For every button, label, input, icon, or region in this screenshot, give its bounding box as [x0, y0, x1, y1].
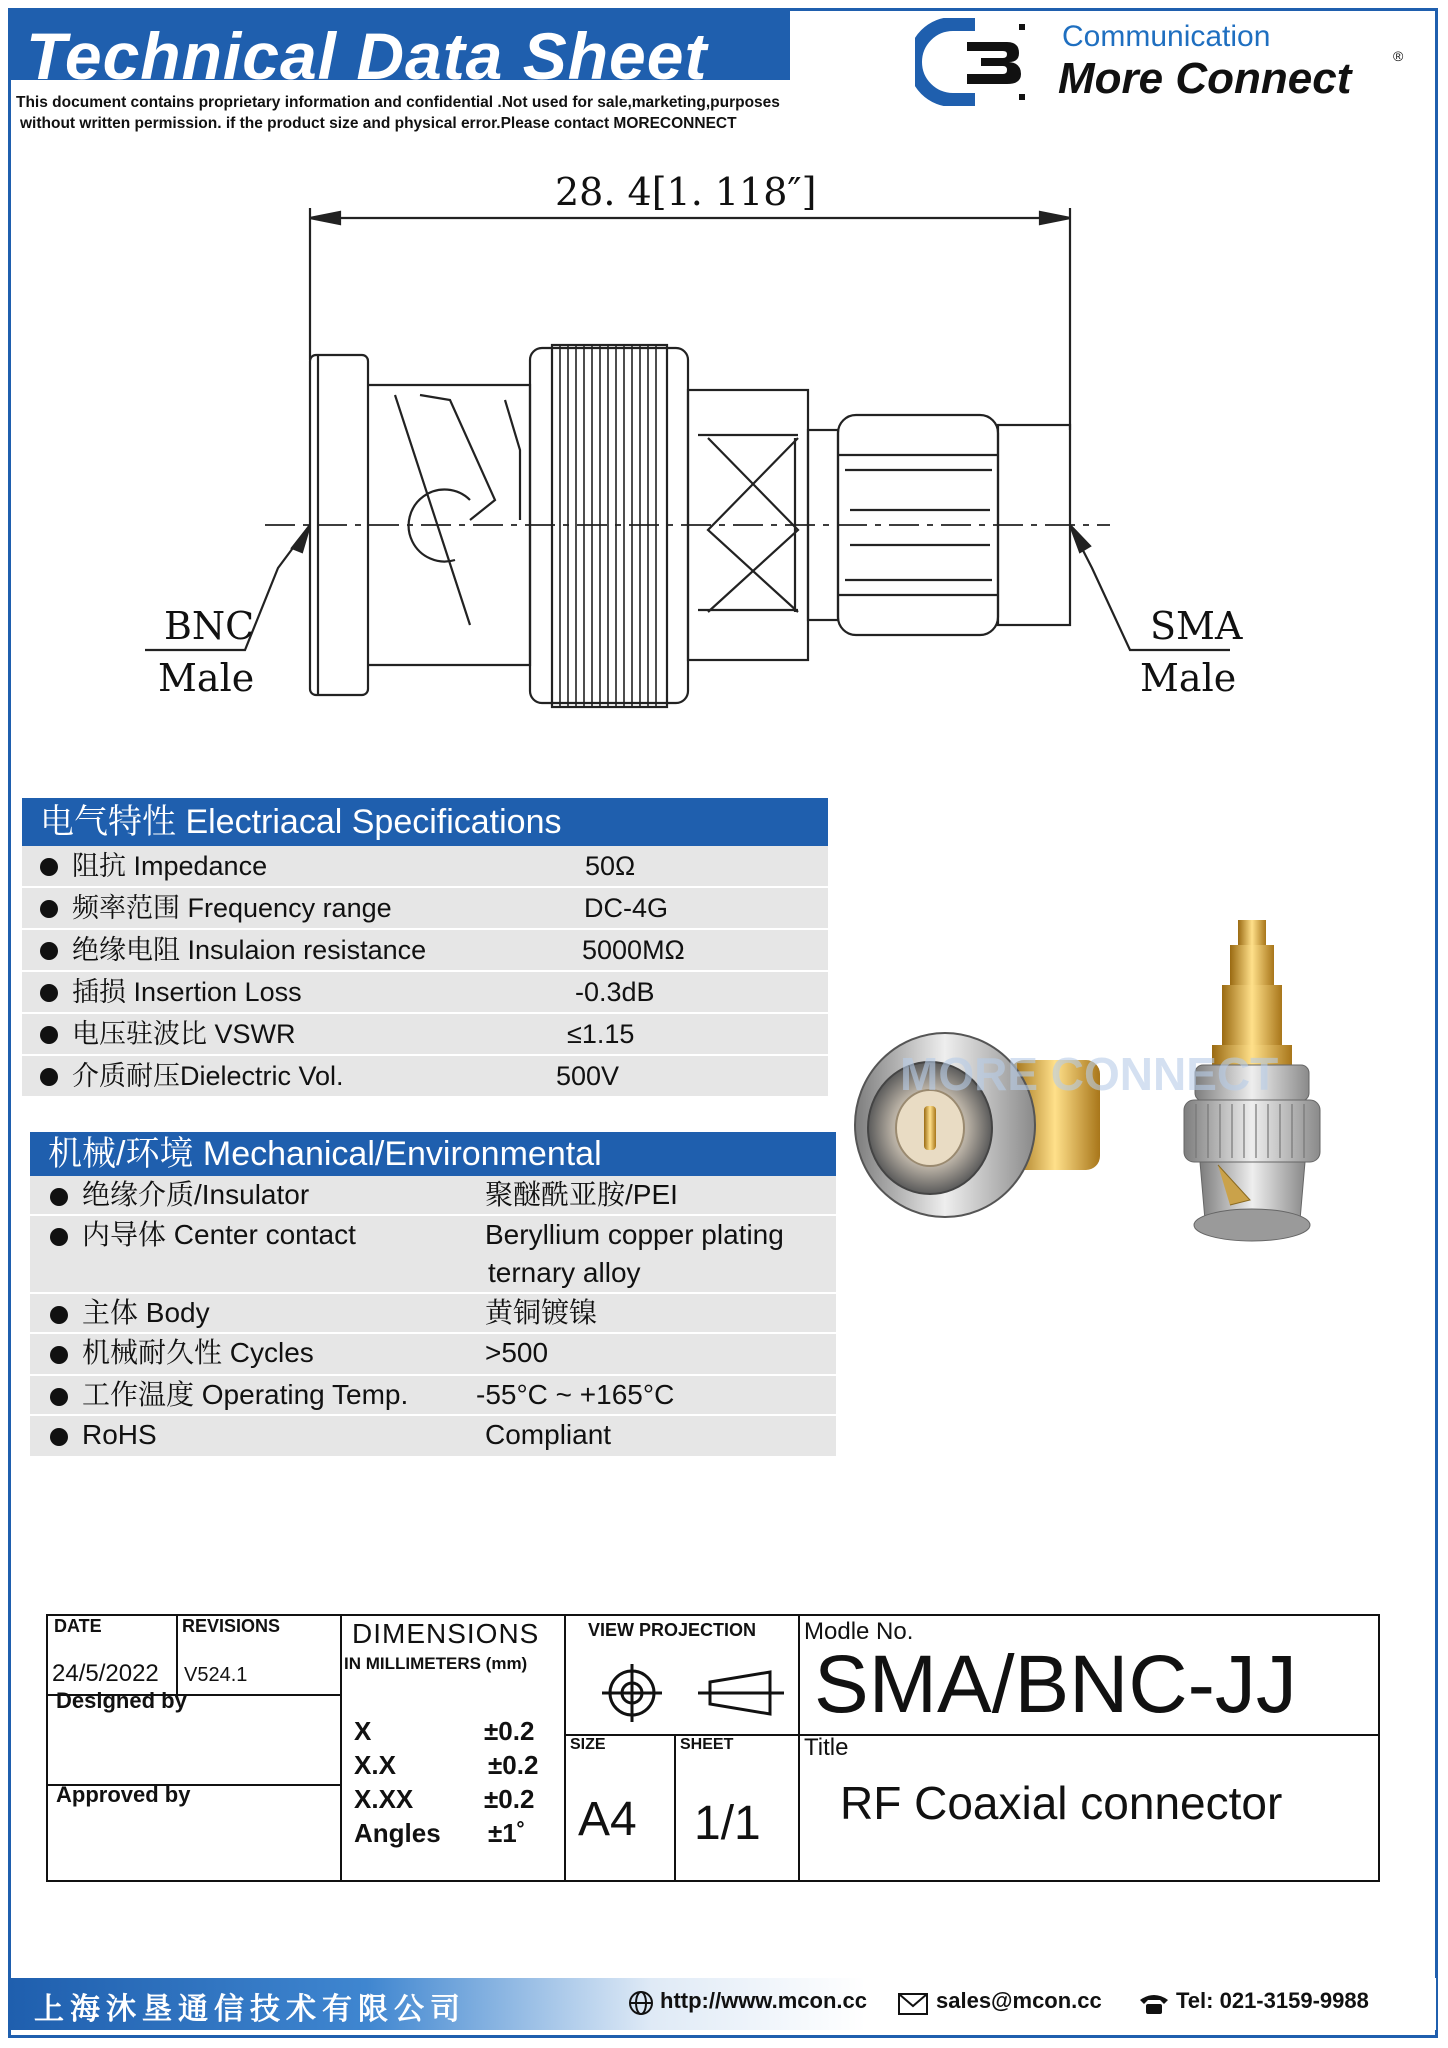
spec-label: 电压驻波比 VSWR — [72, 1019, 296, 1049]
spec-row — [30, 1176, 836, 1216]
bullet-icon — [50, 1388, 68, 1406]
dimensions-label: DIMENSIONS — [352, 1618, 540, 1649]
spec-row — [30, 1216, 836, 1294]
tolerance-value: ±0.2 — [488, 1750, 539, 1780]
product-title: RF Coaxial connector — [840, 1777, 1283, 1829]
size-label: SIZE — [570, 1736, 606, 1753]
date-value: 24/5/2022 — [52, 1660, 159, 1687]
bullet-icon — [40, 900, 58, 918]
bullet-icon — [40, 1026, 58, 1044]
phone-icon — [1138, 1992, 1170, 2016]
bnc-male-label — [158, 600, 254, 704]
bullet-icon — [40, 858, 58, 876]
title-bar — [10, 10, 790, 93]
spec-row — [22, 846, 828, 888]
spec-label: 内导体 Center contact — [82, 1219, 356, 1250]
disclaimer-line-2: without written permission. if the product size and physical error.Please contact MORECONNECT — [20, 115, 737, 132]
email-link[interactable]: sales@mcon.cc — [936, 1988, 1102, 2013]
bullet-icon — [50, 1428, 68, 1446]
product-photo — [850, 900, 1410, 1280]
revisions-label: REVISIONS — [182, 1616, 281, 1636]
title-label: Title — [804, 1734, 849, 1761]
model-label: Modle No. — [804, 1618, 914, 1645]
spec-value: -0.3dB — [575, 977, 655, 1007]
sheet-label: SHEET — [680, 1736, 734, 1753]
spec-value-continued: ternary alloy — [488, 1257, 641, 1288]
spec-label: 插损 Insertion Loss — [72, 977, 302, 1007]
spec-value: 5000MΩ — [582, 935, 685, 965]
spec-row — [30, 1334, 836, 1376]
tolerance-value: ±1˚ — [488, 1818, 526, 1848]
designed-by-label: Designed by — [56, 1688, 187, 1713]
revision-value: V524.1 — [184, 1664, 248, 1686]
size-value: A4 — [578, 1793, 637, 1846]
spec-row — [30, 1294, 836, 1334]
spec-row — [22, 888, 828, 930]
spec-value: -55°C ~ +165°C — [476, 1379, 675, 1410]
disclaimer — [16, 92, 816, 134]
bullet-icon — [40, 984, 58, 1002]
view-projection-label: VIEW PROJECTION — [588, 1620, 757, 1640]
dimensions-unit: IN MILLIMETERS (mm) — [344, 1654, 528, 1673]
spec-label: 介质耐压Dielectric Vol. — [72, 1061, 344, 1091]
sma-label: SMA — [1150, 604, 1243, 648]
spec-value: DC-4G — [584, 893, 669, 923]
spec-label: 绝缘介质/Insulator — [82, 1179, 310, 1210]
spec-label: RoHS — [82, 1419, 157, 1450]
spec-label: 工作温度 Operating Temp. — [82, 1379, 409, 1410]
spec-value: Beryllium copper plating — [485, 1219, 784, 1250]
projection-symbol-icon — [592, 1660, 792, 1726]
spec-row — [22, 1056, 828, 1098]
spec-value: 500V — [556, 1061, 620, 1091]
bullet-icon — [50, 1188, 68, 1206]
mail-icon — [898, 1993, 928, 2015]
spec-value: 聚醚酰亚胺/PEI — [485, 1179, 678, 1210]
tolerance-value: ±0.2 — [484, 1784, 535, 1814]
bullet-icon — [50, 1228, 68, 1246]
electrical-spec-heading: 电气特性 Electriacal Specifications — [22, 798, 828, 846]
spec-row — [30, 1416, 836, 1458]
tolerance-value: ±0.2 — [484, 1716, 535, 1746]
spec-row — [30, 1376, 836, 1416]
connector-drawing — [120, 160, 1260, 720]
electrical-spec-table — [22, 798, 828, 1098]
disclaimer-line-1: This document contains proprietary information and confidential .Not used for sale,marketing,purposes — [16, 94, 780, 111]
model-number: SMA/BNC-JJ — [814, 1639, 1297, 1730]
logo-communication-text: Communication — [1062, 20, 1271, 53]
approved-by-label: Approved by — [56, 1782, 191, 1807]
overall-length-dimension: 28. 4[1. 118″] — [555, 170, 817, 214]
spec-label: 机械耐久性 Cycles — [82, 1337, 314, 1368]
spec-label: 阻抗 Impedance — [72, 851, 268, 881]
globe-icon — [628, 1990, 654, 2016]
bullet-icon — [50, 1346, 68, 1364]
spec-value: 黄铜镀镍 — [485, 1297, 598, 1328]
spec-label: 主体 Body — [82, 1297, 210, 1328]
company-logo-icon — [915, 18, 1033, 106]
tolerance-key: X — [354, 1716, 372, 1746]
bullet-icon — [50, 1306, 68, 1324]
spec-label: 频率范围 Frequency range — [72, 893, 392, 923]
tolerance-key: Angles — [354, 1818, 441, 1848]
date-label: DATE — [54, 1616, 102, 1636]
sma-male-label — [1140, 600, 1242, 704]
male-label-right: Male — [1140, 656, 1237, 700]
spec-row — [22, 972, 828, 1014]
spec-value: ≤1.15 — [567, 1019, 635, 1049]
mechanical-spec-heading: 机械/环境 Mechanical/Environmental — [30, 1132, 836, 1176]
spec-row — [22, 1014, 828, 1056]
spec-value: Compliant — [485, 1419, 612, 1450]
spec-value: 50Ω — [585, 851, 636, 881]
tolerance-key: X.XX — [354, 1784, 414, 1814]
male-label-left: Male — [158, 656, 255, 700]
bullet-icon — [40, 942, 58, 960]
logo-brand-text: More Connect — [1058, 54, 1352, 103]
bnc-label: BNC — [164, 604, 255, 648]
mechanical-spec-table — [30, 1132, 836, 1458]
website-link[interactable]: http://www.mcon.cc — [660, 1988, 867, 2013]
page-title: Technical Data Sheet — [26, 19, 708, 93]
title-block — [46, 1614, 1380, 1882]
company-name: 上海沐垦通信技术有限公司 — [34, 1992, 466, 2027]
bullet-icon — [40, 1068, 58, 1086]
photo-watermark: MORE CONNECT — [900, 1048, 1279, 1100]
spec-label: 绝缘电阻 Insulaion resistance — [72, 935, 427, 965]
sheet-value: 1/1 — [694, 1797, 761, 1850]
spec-row — [22, 930, 828, 972]
spec-value: >500 — [485, 1337, 549, 1368]
registered-mark: ® — [1393, 48, 1404, 64]
telephone-number: Tel: 021-3159-9988 — [1176, 1988, 1369, 2013]
tolerance-key: X.X — [354, 1750, 396, 1780]
